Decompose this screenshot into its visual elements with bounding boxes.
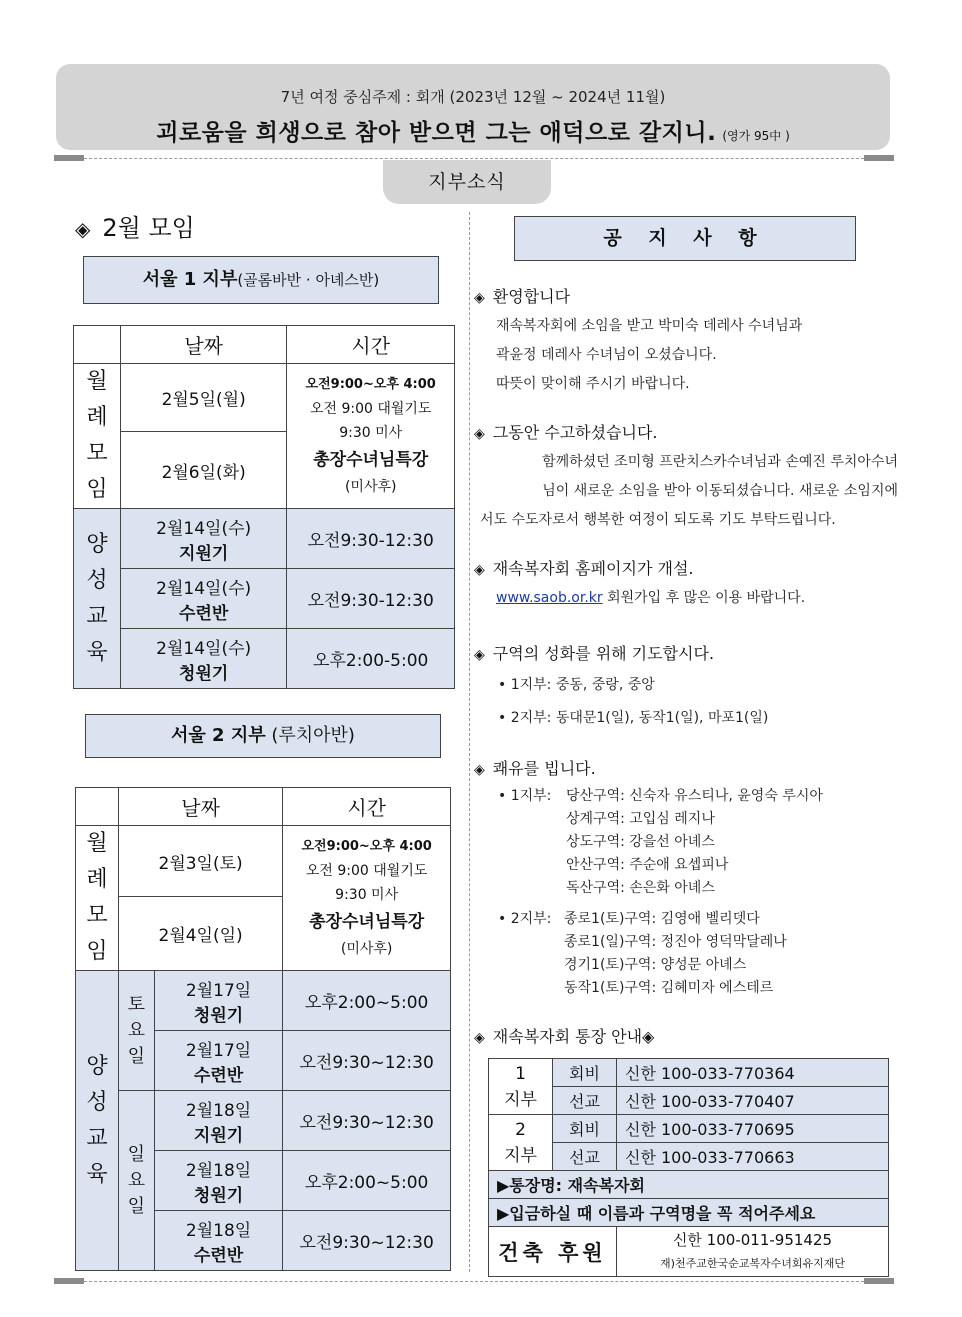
section-tab: 지부소식 — [383, 160, 551, 204]
account-kind: 선교 — [553, 1143, 617, 1171]
monthly-date: 2월3일(토) — [118, 826, 282, 897]
prayer-body: • 1지부: 중동, 중랑, 중앙 • 2지부: 동대문1(일), 동작1(일), 마포1(일) — [498, 677, 769, 726]
diamond-icon: ◈ — [474, 762, 485, 778]
diamond-icon: ◈ — [474, 290, 485, 306]
motto-text: 괴로움을 희생으로 참아 받으면 그는 애덕으로 갈지니. — [156, 120, 717, 146]
monthly-meeting-label: 월 례 모 임 — [74, 364, 121, 509]
recovery-heading: ◈ 쾌유를 빕니다. — [474, 759, 596, 778]
header-subtitle: 7년 여정 중심주제 : 회개 (2023년 12월 ~ 2024년 11월) — [280, 88, 666, 106]
thanks-body: 함께하셨던 조미형 프란치스카수녀님과 손예진 루치아수녀 님이 새로운 소임을 받아 이동되셨습니다. 새로운 소임지에 서도 수도자로서 행복한 여정이 되도록 기도 부탁드립니다. — [480, 454, 898, 528]
diamond-icon: ◈ — [75, 217, 91, 241]
monthly-time: 오전9:00~오후 4:00 오전 9:00 대월기도 9:30 미사 총장수녀님특강 (미사후) — [287, 364, 455, 509]
date-header: 날짜 — [120, 326, 287, 364]
diamond-icon: ◈ — [474, 426, 485, 442]
table-corner — [74, 326, 121, 364]
account-kind: 회비 — [553, 1059, 617, 1087]
formation-label: 양 성 교 육 — [74, 509, 121, 689]
prayer-heading: ◈ 구역의 성화를 위해 기도합시다. — [474, 644, 715, 663]
welcome-heading: ◈ 환영합니다 — [474, 287, 571, 306]
account-number: 신한 100-033-770663 — [617, 1143, 889, 1171]
building-support-label: 건축 후원 — [489, 1227, 617, 1277]
diamond-icon: ◈ — [474, 1030, 485, 1046]
monthly-date: 2월6일(화) — [120, 432, 287, 509]
sunday-label: 일 요 일 — [118, 1091, 154, 1271]
formation-date: 2월18일 수련반 — [154, 1211, 282, 1271]
branch1-title — [83, 256, 439, 304]
formation-time: 오전9:30-12:30 — [287, 569, 455, 629]
formation-time: 오후2:00~5:00 — [283, 1151, 451, 1211]
diamond-icon: ◈ — [474, 562, 485, 578]
recovery-branch2: • 2지부: 종로1(토)구역: 김영애 벨리뎃다 종로1(일)구역: 정진아 영덕막달레나 경기1(토)구역: 양성문 아녜스 동작1(토)구역: 김혜미자 에스테르 — [498, 911, 787, 996]
branch2-title — [85, 714, 441, 758]
formation-time: 오전9:30~12:30 — [283, 1211, 451, 1271]
bottom-divider — [54, 1281, 894, 1282]
time-header: 시간 — [287, 326, 455, 364]
account-number: 신한 100-033-770695 — [617, 1115, 889, 1143]
formation-date: 2월17일 수련반 — [154, 1031, 282, 1091]
formation-time: 오후2:00-5:00 — [287, 629, 455, 689]
branch1-classes: (골롬바반 · 아녜스반) — [237, 271, 380, 289]
meeting-title-text: 2월 모임 — [102, 214, 195, 242]
branch1-cell: 1 지부 — [489, 1059, 553, 1115]
branch1-schedule-table — [73, 325, 455, 689]
account-number: 신한 100-033-770407 — [617, 1087, 889, 1115]
formation-time: 오전9:30-12:30 — [287, 509, 455, 569]
branch2-name: 서울 2 지부 — [171, 725, 266, 746]
bank-table — [488, 1058, 889, 1277]
time-header: 시간 — [283, 788, 451, 826]
top-divider — [54, 158, 894, 159]
saturday-label: 토 요 일 — [118, 971, 154, 1091]
thanks-heading: ◈ 그동안 수고하셨습니다. — [474, 423, 658, 442]
table-corner — [76, 788, 119, 826]
monthly-date: 2월4일(일) — [118, 897, 282, 971]
account-kind: 회비 — [553, 1115, 617, 1143]
divider-cap-left — [54, 155, 84, 161]
monthly-date: 2월5일(월) — [120, 364, 287, 432]
account-name-note: ▶통장명: 재속복자회 — [489, 1171, 889, 1199]
bank-heading: ◈ 재속복자회 통장 안내◈ — [474, 1027, 655, 1046]
column-divider — [469, 212, 470, 1272]
formation-date: 2월18일 지원기 — [154, 1091, 282, 1151]
homepage-heading: ◈ 재속복자회 홈페이지가 개설. — [474, 559, 694, 578]
formation-time: 오전9:30~12:30 — [283, 1091, 451, 1151]
diamond-icon: ◈ — [474, 647, 485, 663]
notice-title: 공 지 사 항 — [514, 216, 856, 261]
formation-date: 2월14일(수) 수련반 — [120, 569, 287, 629]
motto-source: (영가 95中 ) — [722, 129, 790, 143]
branch2-cell: 2 지부 — [489, 1115, 553, 1171]
homepage-body: www.saob.or.kr 회원가입 후 많은 이용 바랍니다. — [496, 590, 806, 606]
branch2-classes: (루치아반) — [271, 725, 355, 746]
branch1-name: 서울 1 지부 — [142, 269, 238, 290]
formation-time: 오전9:30~12:30 — [283, 1031, 451, 1091]
account-number: 신한 100-033-770364 — [617, 1059, 889, 1087]
date-header: 날짜 — [118, 788, 282, 826]
formation-date: 2월18일 청원기 — [154, 1151, 282, 1211]
formation-date: 2월17일 청원기 — [154, 971, 282, 1031]
deposit-note: ▶입금하실 때 이름과 구역명을 꼭 적어주세요 — [489, 1199, 889, 1227]
recovery-branch1: • 1지부: 당산구역: 신숙자 유스티나, 윤영숙 루시아 상계구역: 고입심 레지나 상도구역: 강을선 아녜스 안산구역: 주순애 요셉피나 독산구역: 손은화 아녜스 — [498, 788, 823, 896]
formation-date: 2월14일(수) 지원기 — [120, 509, 287, 569]
homepage-link[interactable]: www.saob.or.kr — [496, 590, 603, 606]
divider-cap-left — [54, 1278, 84, 1284]
building-support-account: 신한 100-011-951425 재)천주교한국순교복자수녀회유지재단 — [617, 1227, 889, 1277]
account-kind: 선교 — [553, 1087, 617, 1115]
formation-label: 양 성 교 육 — [76, 971, 119, 1271]
header-motto — [56, 114, 890, 147]
monthly-time: 오전9:00~오후 4:00 오전 9:00 대월기도 9:30 미사 총장수녀님특강 (미사후) — [283, 826, 451, 971]
meeting-title — [75, 208, 195, 243]
formation-date: 2월14일(수) 청원기 — [120, 629, 287, 689]
formation-time: 오후2:00~5:00 — [283, 971, 451, 1031]
header-banner — [56, 64, 890, 150]
divider-cap-right — [864, 1278, 894, 1284]
branch2-schedule-table — [75, 787, 451, 1271]
monthly-meeting-label: 월 례 모 임 — [76, 826, 119, 971]
divider-cap-right — [864, 155, 894, 161]
welcome-body: 재속복자회에 소임을 받고 박미숙 데레사 수녀님과 곽윤정 데레사 수녀님이 오셨습니다. 따뜻이 맞이해 주시기 바랍니다. — [496, 318, 803, 392]
